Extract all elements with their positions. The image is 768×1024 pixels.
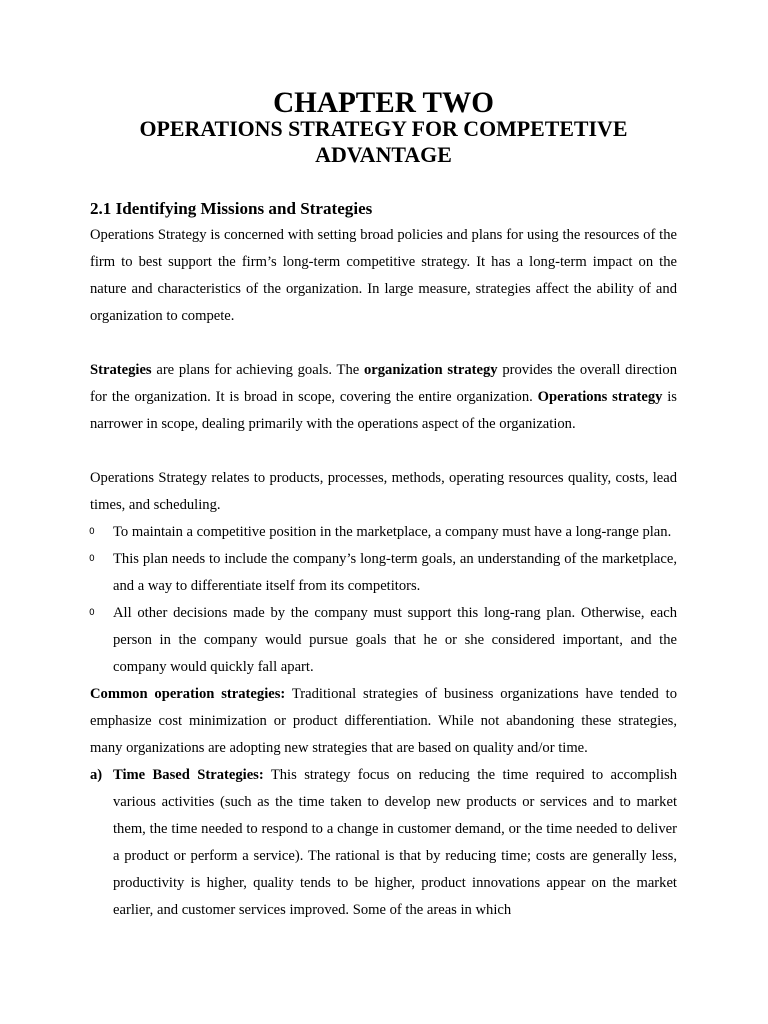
paragraph-common-strategies [90, 681, 677, 762]
text-segment: is narrower in scope, dealing primarily with the operations aspect of the organization. [90, 389, 677, 432]
chapter-title: OPERATIONS STRATEGY FOR COMPETETIVE ADVANTAGE [139, 116, 628, 167]
term-strategies: Strategies [90, 362, 152, 378]
list-item-text: This strategy focus on reducing the time required to accomplish various activities (such as the time taken to develop new products or services and to market them, the time needed to respond to a change in customer demand, or the time needed to deliver a product or perform a service). The rational is that by reducing time; costs are generally less, productivity is higher, quality tends to be higher, product innovations appear on the market earlier, and customer services improved. Some of the areas in which [113, 767, 678, 918]
list-item-text: This plan needs to include the company’s long-term goals, an understanding of the marketplace, and a way to differentiate itself from its competitors. [113, 551, 677, 594]
text-segment: are plans for achieving goals. The [151, 362, 364, 378]
text-segment: Traditional strategies of business organizations have tended to emphasize cost minimization or product differentiation. While not abandoning these strategies, many organizations are adopting new strategies that are based on quality and/or time. [90, 686, 678, 756]
term-common-operation-strategies: Common operation strategies: [90, 686, 286, 702]
list-item [90, 546, 677, 600]
bullet-icon: 0 [89, 608, 95, 618]
paragraph-operations-strategy: Operations Strategy is concerned with setting broad policies and plans for using the resources of the firm to best support the firm’s long-term competitive strategy. It has a long-term impact on the nature and characteristics of the organization. In large measure, strategies affect the ability of and organization to compete. [90, 227, 677, 324]
document-page [89, 87, 678, 924]
list-item-text: All other decisions made by the company must support this long-rang plan. Otherwise, each person in the company would pursue goals that he or she considered important, and the company would quickly fall apart. [113, 605, 677, 675]
paragraph-strategies [90, 357, 677, 438]
section-heading: 2.1 Identifying Missions and Strategies [90, 199, 373, 218]
text-segment: provides the overall direction for the organization. It is broad in scope, covering the entire organization. [90, 362, 677, 405]
list-item [90, 519, 677, 546]
term-time-based-strategies: Time Based Strategies: [113, 767, 264, 783]
list-item [90, 600, 677, 681]
list-marker: a) [90, 767, 103, 783]
bullet-icon: 0 [89, 527, 95, 537]
list-item-text: To maintain a competitive position in the marketplace, a company must have a long-range plan. [113, 524, 672, 540]
bullet-icon: 0 [89, 554, 95, 564]
strategy-list [90, 762, 677, 924]
list-item [90, 762, 677, 924]
term-organization-strategy: organization strategy [363, 362, 498, 378]
bullet-list [90, 519, 677, 681]
chapter-number: CHAPTER TWO [273, 87, 494, 119]
term-operations-strategy: Operations strategy [537, 389, 663, 405]
paragraph-operations-relates: Operations Strategy relates to products, processes, methods, operating resources quality, costs, lead times, and scheduling. [90, 470, 677, 513]
